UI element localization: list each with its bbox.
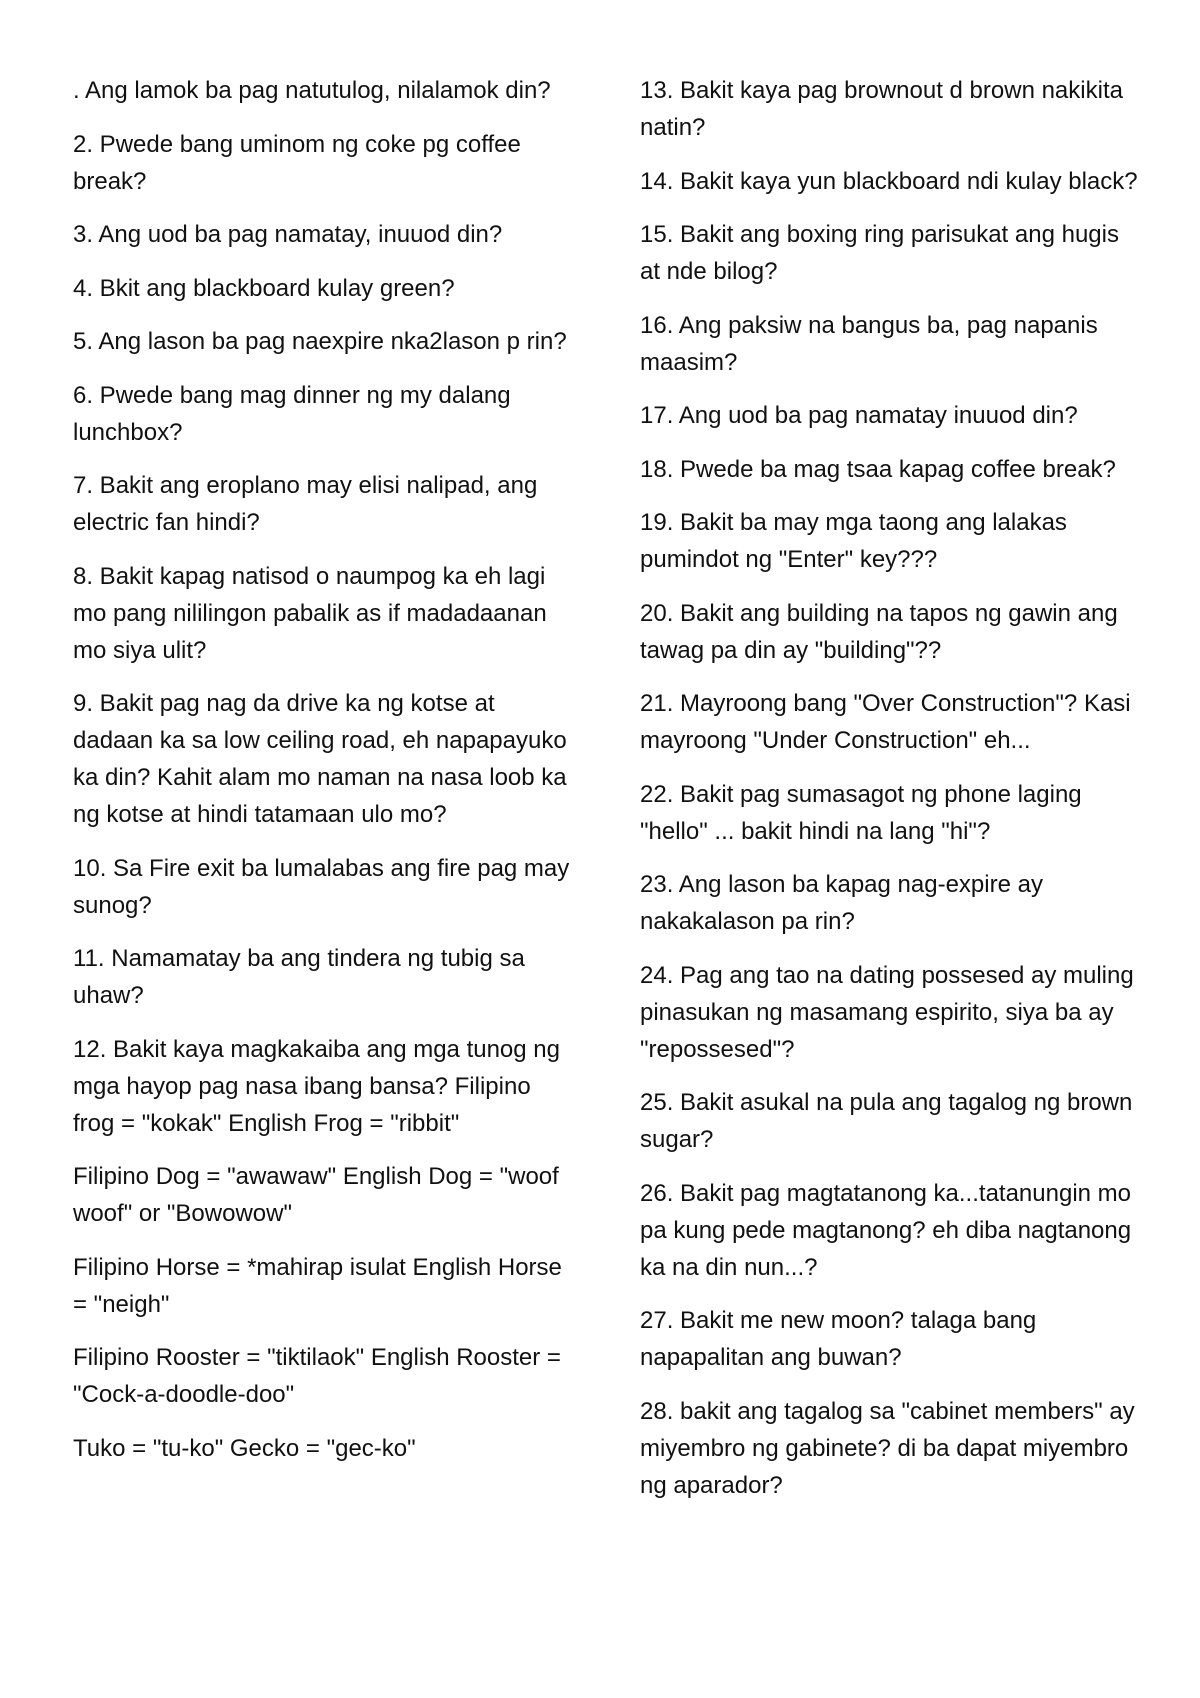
question-paragraph: 10. Sa Fire exit ba lumalabas ang fire pag may sunog? (73, 854, 570, 919)
question-paragraph: 27. Bakit me new moon? talaga bang napapalitan ang buwan? (640, 1307, 1037, 1371)
animal-sound-paragraph: Filipino Horse = *mahirap isulat English Horse = "neigh" (73, 1253, 562, 1318)
question-paragraph: 23. Ang lason ba kapag nag-expire ay nakakalason pa rin? (640, 871, 1043, 935)
question-paragraph: 6. Pwede bang mag dinner ng my dalang lunchbox? (73, 381, 511, 446)
question-paragraph: 2. Pwede bang uminom ng coke pg coffee break? (73, 130, 521, 195)
question-paragraph: 17. Ang uod ba pag namatay inuuod din? (640, 402, 1078, 429)
animal-sound-paragraph: Tuko = "tu-ko" Gecko = "gec-ko" (73, 1434, 416, 1462)
question-paragraph: 8. Bakit kapag natisod o naumpog ka eh lagi mo pang nililingon pabalik as if madadaanan mo siya ulit? (73, 562, 547, 664)
question-paragraph: 12. Bakit kaya magkakaiba ang mga tunog ng mga hayop pag nasa ibang bansa? Filipino frog = "kokak" English Frog = "ribbit" (73, 1035, 560, 1137)
question-paragraph: 22. Bakit pag sumasagot ng phone laging "hello" ... bakit hindi na lang "hi"? (640, 780, 1082, 845)
question-paragraph: . Ang lamok ba pag natutulog, nilalamok din? (73, 77, 551, 104)
question-paragraph: 20. Bakit ang building na tapos ng gawin ang tawag pa din ay "building"?? (640, 599, 1118, 664)
question-paragraph: 19. Bakit ba may mga taong ang lalakas pumindot ng "Enter" key??? (640, 509, 1067, 573)
question-paragraph: 13. Bakit kaya pag brownout d brown nakikita natin? (640, 77, 1123, 141)
question-paragraph: 28. bakit ang tagalog sa "cabinet members" ay miyembro ng gabinete? di ba dapat miyembro ng aparador? (640, 1397, 1135, 1499)
question-paragraph: 25. Bakit asukal na pula ang tagalog ng brown sugar? (640, 1089, 1133, 1153)
question-paragraph: 14. Bakit kaya yun blackboard ndi kulay black? (640, 167, 1138, 195)
question-paragraph: 15. Bakit ang boxing ring parisukat ang hugis at nde bilog? (640, 221, 1119, 285)
animal-sound-paragraph: Filipino Dog = "awawaw" English Dog = "woof woof" or "Bowowow" (73, 1163, 559, 1227)
question-paragraph: 3. Ang uod ba pag namatay, inuuod din? (73, 221, 503, 248)
question-paragraph: 4. Bkit ang blackboard kulay green? (73, 274, 455, 302)
question-paragraph: 7. Bakit ang eroplano may elisi nalipad, ang electric fan hindi? (73, 472, 538, 536)
question-paragraph: 5. Ang lason ba pag naexpire nka2lason p rin? (73, 328, 567, 355)
right-column (640, 72, 1140, 1520)
question-paragraph: 18. Pwede ba mag tsaa kapag coffee break? (640, 455, 1116, 483)
question-paragraph: 9. Bakit pag nag da drive ka ng kotse at dadaan ka sa low ceiling road, eh napapayuko ka din? Kahit alam mo naman na nasa loob ka ng kotse at hindi tatamaan ulo mo? (73, 690, 567, 828)
left-column (73, 72, 573, 1483)
question-paragraph: 26. Bakit pag magtatanong ka...tatanungin mo pa kung pede magtanong? eh diba nagtanong ka na din nun...? (640, 1179, 1132, 1281)
question-paragraph: 24. Pag ang tao na dating possesed ay muling pinasukan ng masamang espirito, siya ba ay "repossesed"? (640, 961, 1134, 1063)
animal-sound-paragraph: Filipino Rooster = "tiktilaok" English Rooster = "Cock-a-doodle-doo" (73, 1344, 561, 1408)
question-paragraph: 11. Namamatay ba ang tindera ng tubig sa uhaw? (73, 945, 525, 1009)
question-paragraph: 21. Mayroong bang "Over Construction"? Kasi mayroong "Under Construction" eh... (640, 690, 1131, 754)
question-paragraph: 16. Ang paksiw na bangus ba, pag napanis maasim? (640, 311, 1098, 376)
